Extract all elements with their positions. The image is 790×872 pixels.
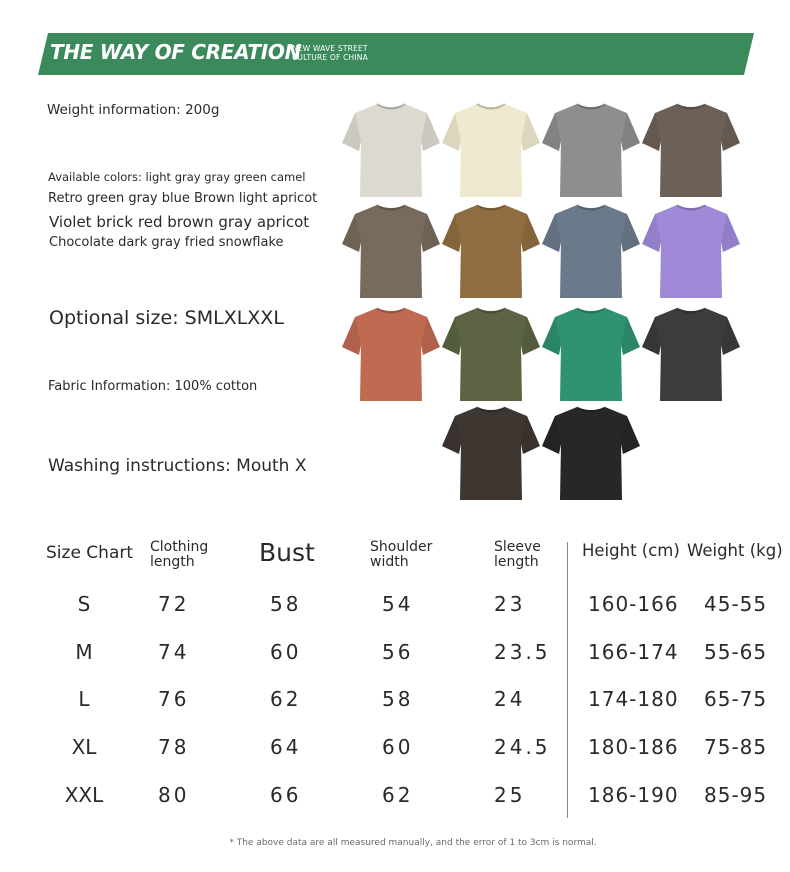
banner-title: THE WAY OF CREATION bbox=[50, 40, 302, 64]
header-height: Height (cm) bbox=[582, 541, 680, 560]
shirt-camel bbox=[441, 202, 541, 300]
shirt-collar bbox=[577, 104, 605, 109]
header-shoulder-width-line-2: width bbox=[370, 554, 409, 570]
header-clothing-length-line-1: Clothing bbox=[150, 539, 209, 555]
shirt-body bbox=[442, 205, 540, 298]
shirt-sleeve-shade bbox=[542, 416, 640, 454]
shirt-collar bbox=[577, 205, 605, 210]
cell-sleeve-length: 23.5 bbox=[494, 640, 551, 664]
size-info: Optional size: SMLXLXXL bbox=[49, 307, 284, 329]
cell-weight: 85-95 bbox=[704, 783, 768, 807]
shirt-chocolate bbox=[441, 404, 541, 502]
header-bust: Bust bbox=[259, 538, 315, 567]
shirt-gray-blue bbox=[541, 202, 641, 300]
cell-clothing-length: 76 bbox=[158, 687, 190, 711]
cell-weight: 55-65 bbox=[704, 640, 768, 664]
shirt-collar bbox=[377, 205, 405, 210]
shirt-body bbox=[542, 308, 640, 401]
cell-height: 160-166 bbox=[588, 592, 679, 616]
shirt-body bbox=[342, 205, 440, 298]
colors-info-line-3: Violet brick red brown gray apricot bbox=[49, 213, 310, 231]
cell-shoulder-width: 54 bbox=[382, 592, 414, 616]
shirt-violet bbox=[641, 202, 741, 300]
cell-bust: 64 bbox=[270, 735, 302, 759]
header-sleeve-length-line-2: length bbox=[494, 554, 539, 570]
shirt-sleeve-shade bbox=[642, 317, 740, 355]
cell-bust: 60 bbox=[270, 640, 302, 664]
shirt-sleeve-shade bbox=[342, 214, 440, 252]
shirt-body bbox=[342, 104, 440, 197]
column-divider bbox=[567, 542, 568, 818]
shirt-collar bbox=[377, 104, 405, 109]
table-row bbox=[0, 592, 790, 622]
shirt-body bbox=[442, 407, 540, 500]
shirt-collar bbox=[477, 407, 505, 412]
header-clothing-length bbox=[150, 540, 208, 570]
colors-info-line-4: Chocolate dark gray fried snowflake bbox=[49, 235, 284, 250]
cell-weight: 65-75 bbox=[704, 687, 768, 711]
cell-weight: 45-55 bbox=[704, 592, 768, 616]
table-row bbox=[0, 783, 790, 813]
shirt-body bbox=[342, 308, 440, 401]
cell-height: 186-190 bbox=[588, 783, 679, 807]
shirt-collar bbox=[677, 308, 705, 313]
cell-weight: 75-85 bbox=[704, 735, 768, 759]
measurement-footnote: * The above data are all measured manually, and the error of 1 to 3cm is normal. bbox=[229, 838, 597, 848]
table-row bbox=[0, 735, 790, 765]
shirt-collar bbox=[677, 104, 705, 109]
table-row bbox=[0, 640, 790, 670]
weight-info: Weight information: 200g bbox=[47, 102, 220, 118]
shirt-sleeve-shade bbox=[342, 317, 440, 355]
header-weight: Weight (kg) bbox=[687, 541, 783, 560]
shirt-sleeve-shade bbox=[342, 113, 440, 151]
shirt-collar bbox=[477, 104, 505, 109]
cell-shoulder-width: 58 bbox=[382, 687, 414, 711]
shirt-sleeve-shade bbox=[442, 317, 540, 355]
shirt-gray bbox=[541, 101, 641, 199]
cell-size: XL bbox=[71, 735, 97, 759]
cell-shoulder-width: 62 bbox=[382, 783, 414, 807]
shirt-sleeve-shade bbox=[642, 113, 740, 151]
shirt-brick-red bbox=[341, 305, 441, 403]
shirt-taupe bbox=[341, 202, 441, 300]
shirt-sleeve-shade bbox=[442, 214, 540, 252]
cell-sleeve-length: 23 bbox=[494, 592, 526, 616]
shirt-dark-gray bbox=[641, 305, 741, 403]
cell-sleeve-length: 24.5 bbox=[494, 735, 551, 759]
cell-bust: 62 bbox=[270, 687, 302, 711]
shirt-body bbox=[642, 205, 740, 298]
banner-subtitle-line-2: CULTURE OF CHINA bbox=[292, 53, 368, 62]
shirt-body bbox=[542, 205, 640, 298]
header-banner bbox=[38, 33, 758, 75]
shirt-light-gray bbox=[341, 101, 441, 199]
cell-clothing-length: 78 bbox=[158, 735, 190, 759]
shirt-collar bbox=[577, 407, 605, 412]
cell-clothing-length: 74 bbox=[158, 640, 190, 664]
shirt-collar bbox=[377, 308, 405, 313]
shirt-body bbox=[542, 104, 640, 197]
shirt-body bbox=[642, 308, 740, 401]
header-shoulder-width-line-1: Shoulder bbox=[370, 539, 433, 555]
shirt-body bbox=[642, 104, 740, 197]
shirt-collar bbox=[677, 205, 705, 210]
washing-info: Washing instructions: Mouth X bbox=[48, 456, 307, 476]
cell-size: M bbox=[75, 640, 93, 664]
colors-info-line-1: Available colors: light gray gray green camel bbox=[48, 170, 306, 184]
cell-bust: 66 bbox=[270, 783, 302, 807]
shirt-apricot bbox=[441, 101, 541, 199]
header-clothing-length-line-2: length bbox=[150, 554, 195, 570]
banner-subtitle-line-1: NEW WAVE STREET bbox=[292, 44, 368, 53]
shirt-fried-snowflake bbox=[541, 404, 641, 502]
shirt-sleeve-shade bbox=[542, 317, 640, 355]
cell-size: S bbox=[77, 592, 91, 616]
shirt-sleeve-shade bbox=[442, 113, 540, 151]
cell-height: 174-180 bbox=[588, 687, 679, 711]
shirt-body bbox=[442, 104, 540, 197]
shirt-sleeve-shade bbox=[542, 113, 640, 151]
cell-clothing-length: 72 bbox=[158, 592, 190, 616]
cell-size: XXL bbox=[64, 783, 104, 807]
table-row bbox=[0, 687, 790, 717]
header-shoulder-width bbox=[370, 540, 432, 570]
cell-sleeve-length: 24 bbox=[494, 687, 526, 711]
header-sleeve-length bbox=[494, 540, 541, 570]
cell-bust: 58 bbox=[270, 592, 302, 616]
colors-info-line-2: Retro green gray blue Brown light apricot bbox=[48, 191, 318, 206]
header-sleeve-length-line-1: Sleeve bbox=[494, 539, 541, 555]
shirt-collar bbox=[477, 308, 505, 313]
shirt-retro-green bbox=[441, 305, 541, 403]
shirt-sleeve-shade bbox=[542, 214, 640, 252]
cell-shoulder-width: 56 bbox=[382, 640, 414, 664]
size-chart-title: Size Chart bbox=[46, 543, 134, 563]
cell-shoulder-width: 60 bbox=[382, 735, 414, 759]
shirt-sleeve-shade bbox=[642, 214, 740, 252]
cell-clothing-length: 80 bbox=[158, 783, 190, 807]
shirt-collar bbox=[577, 308, 605, 313]
fabric-info: Fabric Information: 100% cotton bbox=[48, 379, 258, 394]
cell-height: 166-174 bbox=[588, 640, 679, 664]
shirt-green bbox=[541, 305, 641, 403]
cell-height: 180-186 bbox=[588, 735, 679, 759]
banner-subtitle bbox=[292, 44, 368, 62]
shirt-brown-gray bbox=[641, 101, 741, 199]
shirt-body bbox=[442, 308, 540, 401]
shirt-body bbox=[542, 407, 640, 500]
cell-size: L bbox=[78, 687, 90, 711]
cell-sleeve-length: 25 bbox=[494, 783, 526, 807]
shirt-collar bbox=[477, 205, 505, 210]
shirt-sleeve-shade bbox=[442, 416, 540, 454]
